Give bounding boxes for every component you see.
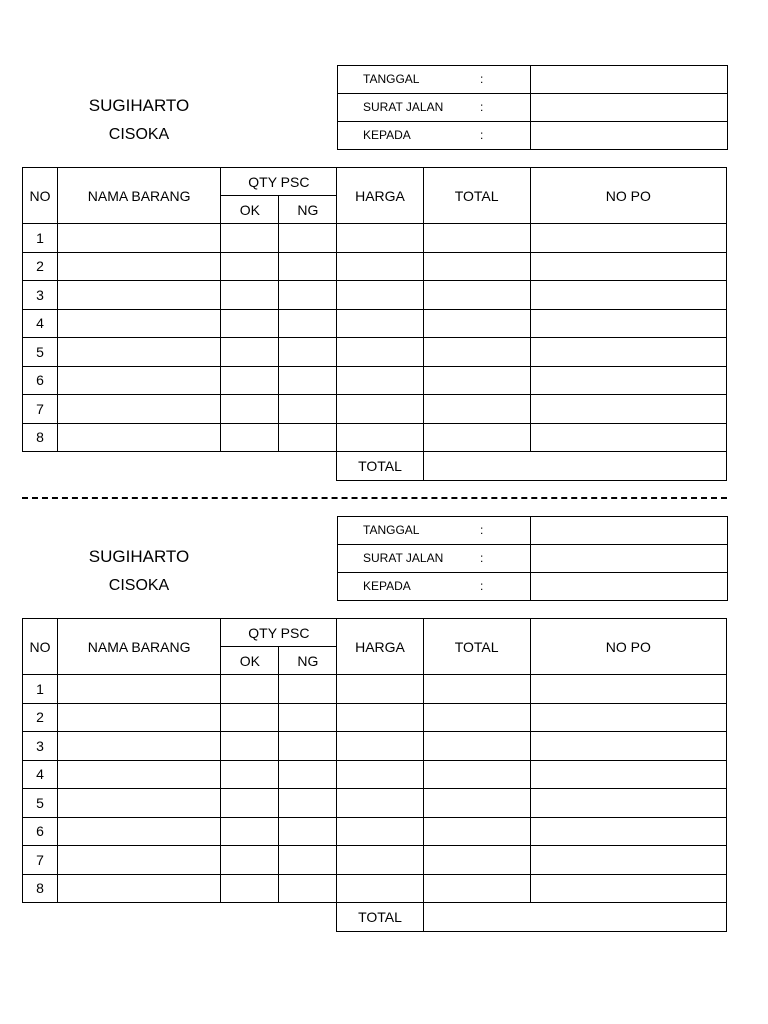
no-po-cell[interactable] <box>530 874 726 903</box>
delivery-form-2 <box>0 515 768 935</box>
harga-cell[interactable] <box>337 252 423 281</box>
harga-cell[interactable] <box>337 224 423 253</box>
header-nama-barang: NAMA BARANG <box>58 168 221 224</box>
info-table <box>337 65 728 150</box>
no-po-cell[interactable] <box>530 224 726 253</box>
nama-barang-cell[interactable] <box>58 846 221 875</box>
total-row <box>23 452 727 481</box>
harga-cell[interactable] <box>337 732 423 761</box>
nama-barang-cell[interactable] <box>58 703 221 732</box>
ng-cell[interactable] <box>279 760 337 789</box>
table-row <box>23 789 727 818</box>
ok-cell[interactable] <box>221 338 279 367</box>
no-po-cell[interactable] <box>530 732 726 761</box>
colon: : <box>480 72 484 86</box>
table-row <box>23 703 727 732</box>
company-name: SUGIHARTO <box>88 547 190 566</box>
ng-cell[interactable] <box>279 309 337 338</box>
header-ok: OK <box>221 196 279 224</box>
row-number: 6 <box>23 817 58 846</box>
ok-cell[interactable] <box>221 846 279 875</box>
nama-barang-cell[interactable] <box>58 224 221 253</box>
nama-barang-cell[interactable] <box>58 309 221 338</box>
harga-cell[interactable] <box>337 789 423 818</box>
header-harga: HARGA <box>337 168 423 224</box>
ng-cell[interactable] <box>279 281 337 310</box>
total-cell[interactable] <box>423 281 530 310</box>
total-row <box>23 903 727 932</box>
ng-cell[interactable] <box>279 675 337 704</box>
total-cell[interactable] <box>423 675 530 704</box>
ok-cell[interactable] <box>221 732 279 761</box>
header-no-po: NO PO <box>530 619 726 675</box>
total-cell[interactable] <box>423 224 530 253</box>
table-row <box>23 675 727 704</box>
delivery-form-1 <box>0 64 768 484</box>
ok-cell[interactable] <box>221 760 279 789</box>
table-row <box>23 874 727 903</box>
ng-cell[interactable] <box>279 703 337 732</box>
total-label: TOTAL <box>337 903 423 932</box>
ng-cell[interactable] <box>279 789 337 818</box>
kepada-field[interactable] <box>531 122 728 150</box>
ok-cell[interactable] <box>221 817 279 846</box>
ng-cell[interactable] <box>279 338 337 367</box>
ng-cell[interactable] <box>279 224 337 253</box>
table-row <box>23 366 727 395</box>
table-row <box>23 817 727 846</box>
harga-cell[interactable] <box>337 874 423 903</box>
ng-cell[interactable] <box>279 732 337 761</box>
total-cell[interactable] <box>423 395 530 424</box>
total-cell[interactable] <box>423 703 530 732</box>
ok-cell[interactable] <box>221 874 279 903</box>
nama-barang-cell[interactable] <box>58 366 221 395</box>
no-po-cell[interactable] <box>530 395 726 424</box>
ok-cell[interactable] <box>221 675 279 704</box>
harga-cell[interactable] <box>337 703 423 732</box>
nama-barang-cell[interactable] <box>58 732 221 761</box>
colon: : <box>480 579 484 593</box>
row-number: 5 <box>23 338 58 367</box>
ng-cell[interactable] <box>279 366 337 395</box>
no-po-cell[interactable] <box>530 338 726 367</box>
total-label: TOTAL <box>337 452 423 481</box>
ok-cell[interactable] <box>221 395 279 424</box>
surat-jalan-field[interactable] <box>531 545 728 573</box>
no-po-cell[interactable] <box>530 817 726 846</box>
row-number: 8 <box>23 874 58 903</box>
total-cell[interactable] <box>423 846 530 875</box>
tanggal-field[interactable] <box>531 66 728 94</box>
ok-cell[interactable] <box>221 224 279 253</box>
harga-cell[interactable] <box>337 675 423 704</box>
no-po-cell[interactable] <box>530 846 726 875</box>
header-no: NO <box>23 168 58 224</box>
tanggal-label: TANGGAL <box>363 523 420 537</box>
total-cell[interactable] <box>423 760 530 789</box>
kepada-label: KEPADA <box>363 579 411 593</box>
ng-cell[interactable] <box>279 395 337 424</box>
nama-barang-cell[interactable] <box>58 675 221 704</box>
table-row <box>23 309 727 338</box>
header-ok: OK <box>221 647 279 675</box>
colon: : <box>480 100 484 114</box>
kepada-field[interactable] <box>531 573 728 601</box>
kepada-label: KEPADA <box>363 128 411 142</box>
ng-cell[interactable] <box>279 817 337 846</box>
surat-jalan-field[interactable] <box>531 94 728 122</box>
ok-cell[interactable] <box>221 366 279 395</box>
header-ng: NG <box>279 647 337 675</box>
table-row <box>23 732 727 761</box>
info-table <box>337 516 728 601</box>
table-row <box>23 224 727 253</box>
total-cell[interactable] <box>423 309 530 338</box>
row-number: 6 <box>23 366 58 395</box>
header-qty-psc: QTY PSC <box>221 168 337 196</box>
harga-cell[interactable] <box>337 817 423 846</box>
ok-cell[interactable] <box>221 309 279 338</box>
header-no-po: NO PO <box>530 168 726 224</box>
ok-cell[interactable] <box>221 703 279 732</box>
ok-cell[interactable] <box>221 789 279 818</box>
row-number: 2 <box>23 703 58 732</box>
ng-cell[interactable] <box>279 423 337 452</box>
table-row <box>23 252 727 281</box>
table-row <box>23 338 727 367</box>
harga-cell[interactable] <box>337 338 423 367</box>
total-cell[interactable] <box>423 252 530 281</box>
ok-cell[interactable] <box>221 423 279 452</box>
tanggal-field[interactable] <box>531 517 728 545</box>
row-number: 1 <box>23 224 58 253</box>
no-po-cell[interactable] <box>530 366 726 395</box>
header-no: NO <box>23 619 58 675</box>
total-cell[interactable] <box>423 732 530 761</box>
nama-barang-cell[interactable] <box>58 281 221 310</box>
ng-cell[interactable] <box>279 252 337 281</box>
tanggal-label: TANGGAL <box>363 72 420 86</box>
harga-cell[interactable] <box>337 760 423 789</box>
table-row <box>23 846 727 875</box>
surat-jalan-label: SURAT JALAN <box>363 100 444 114</box>
table-row <box>23 395 727 424</box>
no-po-cell[interactable] <box>530 760 726 789</box>
nama-barang-cell[interactable] <box>58 252 221 281</box>
total-cell[interactable] <box>423 366 530 395</box>
header-ng: NG <box>279 196 337 224</box>
table-row <box>23 760 727 789</box>
no-po-cell[interactable] <box>530 281 726 310</box>
total-cell[interactable] <box>423 423 530 452</box>
surat-jalan-label: SURAT JALAN <box>363 551 444 565</box>
harga-cell[interactable] <box>337 309 423 338</box>
grand-total-cell[interactable] <box>423 452 726 481</box>
table-row <box>23 281 727 310</box>
ng-cell[interactable] <box>279 874 337 903</box>
no-po-cell[interactable] <box>530 423 726 452</box>
no-po-cell[interactable] <box>530 252 726 281</box>
header-total: TOTAL <box>423 619 530 675</box>
nama-barang-cell[interactable] <box>58 760 221 789</box>
no-po-cell[interactable] <box>530 309 726 338</box>
nama-barang-cell[interactable] <box>58 338 221 367</box>
header-qty-psc: QTY PSC <box>221 619 337 647</box>
no-po-cell[interactable] <box>530 789 726 818</box>
colon: : <box>480 523 484 537</box>
header-harga: HARGA <box>337 619 423 675</box>
ok-cell[interactable] <box>221 252 279 281</box>
colon: : <box>480 128 484 142</box>
ng-cell[interactable] <box>279 846 337 875</box>
nama-barang-cell[interactable] <box>58 817 221 846</box>
harga-cell[interactable] <box>337 395 423 424</box>
items-table <box>22 618 727 932</box>
nama-barang-cell[interactable] <box>58 874 221 903</box>
grand-total-cell[interactable] <box>423 903 726 932</box>
harga-cell[interactable] <box>337 846 423 875</box>
row-number: 8 <box>23 423 58 452</box>
total-cell[interactable] <box>423 338 530 367</box>
items-table <box>22 167 727 481</box>
row-number: 3 <box>23 281 58 310</box>
header-total: TOTAL <box>423 168 530 224</box>
total-cell[interactable] <box>423 789 530 818</box>
total-cell[interactable] <box>423 874 530 903</box>
company-city: CISOKA <box>108 126 170 143</box>
ok-cell[interactable] <box>221 281 279 310</box>
row-number: 1 <box>23 675 58 704</box>
company-name: SUGIHARTO <box>88 96 190 115</box>
harga-cell[interactable] <box>337 366 423 395</box>
cut-line-divider <box>22 497 727 499</box>
header-nama-barang: NAMA BARANG <box>58 619 221 675</box>
company-city: CISOKA <box>108 577 170 594</box>
row-number: 4 <box>23 309 58 338</box>
nama-barang-cell[interactable] <box>58 423 221 452</box>
no-po-cell[interactable] <box>530 675 726 704</box>
nama-barang-cell[interactable] <box>58 789 221 818</box>
row-number: 7 <box>23 395 58 424</box>
row-number: 7 <box>23 846 58 875</box>
no-po-cell[interactable] <box>530 703 726 732</box>
table-row <box>23 423 727 452</box>
harga-cell[interactable] <box>337 423 423 452</box>
nama-barang-cell[interactable] <box>58 395 221 424</box>
row-number: 3 <box>23 732 58 761</box>
total-cell[interactable] <box>423 817 530 846</box>
row-number: 5 <box>23 789 58 818</box>
row-number: 4 <box>23 760 58 789</box>
colon: : <box>480 551 484 565</box>
row-number: 2 <box>23 252 58 281</box>
harga-cell[interactable] <box>337 281 423 310</box>
